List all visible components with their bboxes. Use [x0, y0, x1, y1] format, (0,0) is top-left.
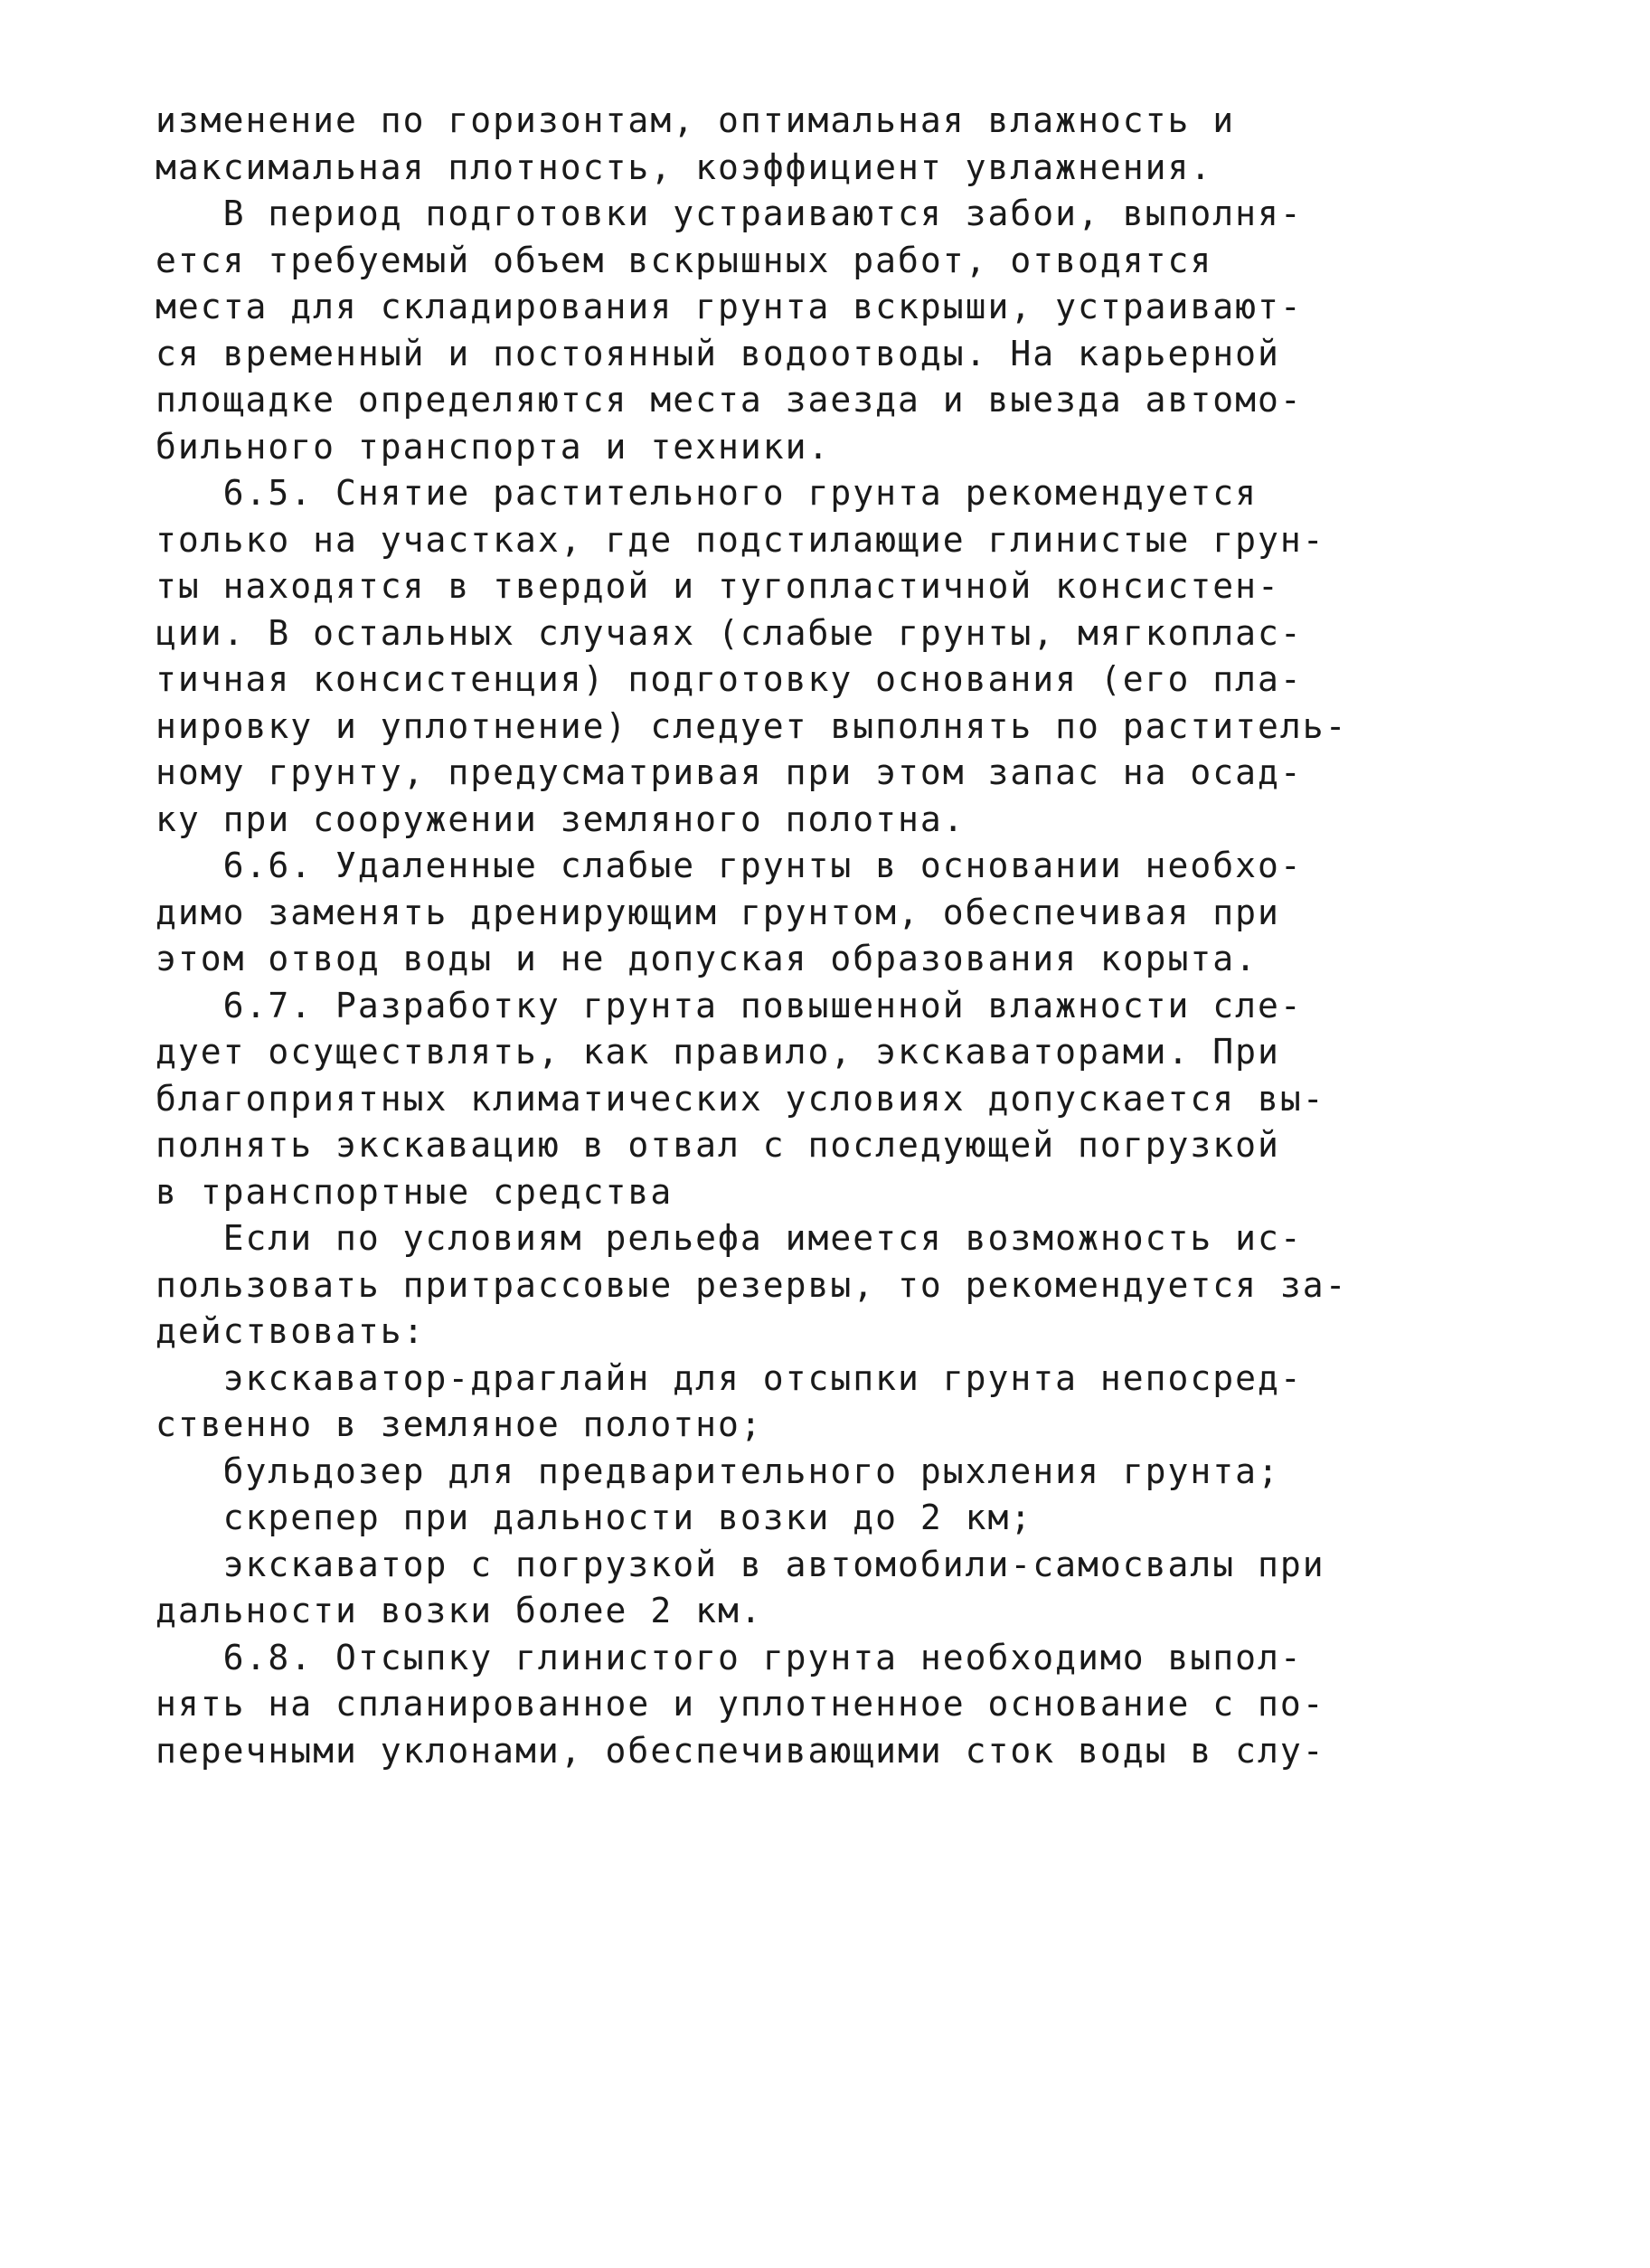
- text-line: перечными уклонами, обеспечивающими сток воды в слу-: [156, 1730, 1325, 1771]
- text-line: ку при сооружении земляного полотна.: [156, 799, 966, 839]
- text-line: тичная консистенция) подготовку основания (его пла-: [156, 659, 1303, 699]
- text-line: ты находятся в твердой и тугопластичной консистен-: [156, 566, 1280, 606]
- text-line: В период подготовки устраиваются забои, выполня-: [156, 194, 1303, 233]
- text-line: 6.6. Удаленные слабые грунты в основании необхо-: [156, 846, 1303, 885]
- text-line: дальности возки более 2 км.: [156, 1591, 763, 1630]
- text-line: 6.7. Разработку грунта повышенной влажности сле-: [156, 985, 1303, 1025]
- text-line: 6.8. Отсыпку глинистого грунта необходимо выпол-: [156, 1637, 1303, 1677]
- text-line: только на участках, где подстилающие глинистые грун-: [156, 519, 1325, 560]
- text-line: площадке определяются места заезда и выезда автомо-: [156, 380, 1303, 420]
- text-line: благоприятных климатических условиях допускается вы-: [156, 1078, 1325, 1119]
- text-line: димо заменять дренирующим грунтом, обеспечивая при: [156, 892, 1280, 932]
- text-line: ся временный и постоянный водоотводы. На карьерной: [156, 333, 1280, 373]
- text-line: изменение по горизонтам, оптимальная влажность и: [156, 100, 1236, 140]
- text-line: ственно в земляное полотно;: [156, 1404, 763, 1444]
- text-line: 6.5. Снятие растительного грунта рекомендуется: [156, 473, 1259, 513]
- text-line: максимальная плотность, коэффициент увлажнения.: [156, 146, 1213, 187]
- text-line: пользовать притрассовые резервы, то рекомендуется за-: [156, 1264, 1348, 1305]
- text-line: экскаватор с погрузкой в автомобили-самосвалы при: [156, 1544, 1325, 1584]
- text-line: Если по условиям рельефа имеется возможность ис-: [156, 1218, 1303, 1258]
- text-line: действовать:: [156, 1311, 426, 1351]
- text-line: бульдозер для предварительного рыхления грунта;: [156, 1451, 1280, 1491]
- text-line: ному грунту, предусматривая при этом запас на осад-: [156, 752, 1303, 792]
- text-line: нировку и уплотнение) следует выполнять по раститель-: [156, 705, 1348, 746]
- body-text: [156, 98, 1362, 1774]
- text-line: экскаватор-драглайн для отсыпки грунта непосред-: [156, 1357, 1303, 1398]
- text-line: скрепер при дальности возки до 2 км;: [156, 1498, 1033, 1537]
- text-line: ется требуемый объем вскрышных работ, отводятся: [156, 240, 1213, 280]
- text-line: нять на спланированное и уплотненное основание с по-: [156, 1684, 1325, 1724]
- text-line: дует осуществлять, как правило, экскаваторами. При: [156, 1032, 1280, 1072]
- text-line: полнять экскавацию в отвал с последующей погрузкой: [156, 1125, 1280, 1165]
- text-line: места для складирования грунта вскрыши, устраивают-: [156, 287, 1303, 326]
- text-line: в транспортные средства: [156, 1171, 674, 1212]
- text-line: ции. В остальных случаях (слабые грунты, мягкоплас-: [156, 612, 1303, 653]
- text-line: этом отвод воды и не допуская образования корыта.: [156, 939, 1259, 978]
- text-line: бильного транспорта и техники.: [156, 426, 831, 467]
